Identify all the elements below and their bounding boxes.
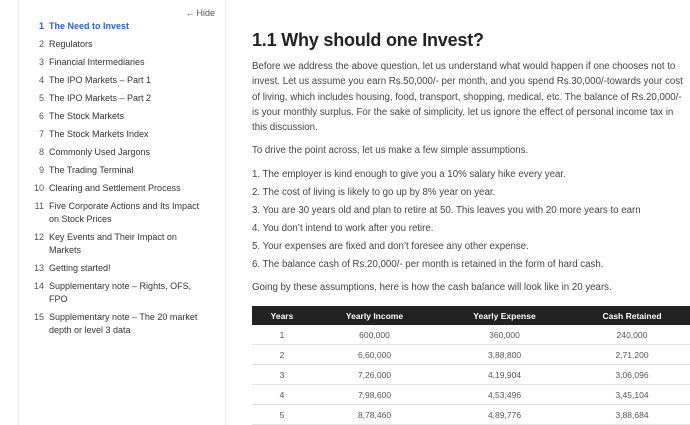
chapter-title: The IPO Markets – Part 2 — [49, 92, 152, 103]
table-cell: 3,88,684 — [572, 405, 690, 425]
table-cell: 3,06,096 — [572, 365, 690, 385]
chapter-number: 5 — [38, 92, 44, 103]
column-header: Yearly Income — [312, 306, 437, 325]
chapter-title: Five Corporate Actions and Its Impact on Stock Prices — [49, 200, 200, 224]
table-cell: 240,000 — [572, 325, 690, 345]
chapter-title: Supplementary note – The 20 market depth or level 3 data — [49, 311, 198, 335]
column-header: Cash Retained — [572, 306, 690, 325]
chapter-item-4[interactable] — [19, 71, 225, 89]
chapter-item-14[interactable] — [19, 277, 225, 308]
chapter-sidebar — [18, 0, 226, 425]
table-cell: 6,60,000 — [312, 345, 437, 365]
chapter-item-11[interactable] — [19, 197, 225, 228]
table-cell: 4 — [252, 385, 312, 405]
chapter-item-13[interactable] — [19, 259, 225, 277]
column-header: Years — [252, 306, 312, 325]
chapter-item-10[interactable] — [19, 179, 225, 197]
assumption-item: 1. The employer is kind enough to give you a 10% salary hike every year. — [252, 169, 566, 180]
table-row — [252, 365, 690, 385]
chapter-title: The Stock Markets — [49, 110, 125, 121]
table-cell: 2,71,200 — [572, 345, 690, 365]
chapter-number: 4 — [38, 74, 44, 85]
table-cell: 2 — [252, 345, 312, 365]
table-cell: 7,26,000 — [312, 365, 437, 385]
chapter-title: Supplementary note – Rights, OFS, FPO — [49, 280, 192, 304]
table-header-row — [252, 306, 690, 325]
column-header: Yearly Expense — [437, 306, 572, 325]
hide-label: Hide — [196, 8, 215, 18]
table-intro: Going by these assumptions, here is how the cash balance will look like in 20 years. — [252, 282, 612, 293]
table-row — [252, 385, 690, 405]
chapter-title: The Stock Markets Index — [49, 128, 149, 139]
assumption-item: 3. You are 30 years old and plan to retire at 50. This leaves you with 20 more years to earn — [252, 205, 641, 216]
chapter-item-3[interactable] — [19, 53, 225, 71]
chapter-number: 1 — [38, 20, 44, 31]
assumption-item: 4. You don’t intend to work after you retire. — [252, 223, 434, 234]
chapter-item-1[interactable] — [19, 17, 225, 35]
chapter-number: 8 — [38, 146, 44, 157]
table-cell: 1 — [252, 325, 312, 345]
chapter-list — [19, 17, 225, 339]
chapter-item-8[interactable] — [19, 143, 225, 161]
chapter-title: Getting started! — [49, 262, 111, 273]
chapter-number: 10 — [33, 182, 44, 193]
chapter-item-12[interactable] — [19, 228, 225, 259]
table-row — [252, 405, 690, 425]
chapter-title: The Need to Invest — [49, 20, 130, 31]
chapter-item-7[interactable] — [19, 125, 225, 143]
chapter-title: Regulators — [49, 38, 93, 49]
chapter-item-2[interactable] — [19, 35, 225, 53]
table-cell: 4,53,496 — [437, 385, 572, 405]
chapter-number: 9 — [38, 164, 44, 175]
chapter-title: Commonly Used Jargons — [49, 146, 151, 157]
table-row — [252, 345, 690, 365]
chapter-item-15[interactable] — [19, 308, 225, 339]
chapter-number: 3 — [38, 56, 44, 67]
chapter-title: The Trading Terminal — [49, 164, 134, 175]
table-cell: 360,000 — [437, 325, 572, 345]
assumptions-intro: To drive the point across, let us make a few simple assumptions. — [252, 145, 529, 156]
chapter-item-9[interactable] — [19, 161, 225, 179]
table-cell: 3,45,104 — [572, 385, 690, 405]
assumption-item: 6. The balance cash of Rs.20,000/- per month is retained in the form of hard cash. — [252, 259, 604, 270]
chapter-number: 2 — [38, 38, 44, 49]
table-cell: 5 — [252, 405, 312, 425]
assumption-item: 5. Your expenses are fixed and don’t foresee any other expense. — [252, 241, 529, 252]
chapter-title: Financial Intermediaries — [49, 56, 145, 67]
table-cell: 4,19,904 — [437, 365, 572, 385]
chapter-item-5[interactable] — [19, 89, 225, 107]
table-cell: 8,78,460 — [312, 405, 437, 425]
chapter-number: 7 — [38, 128, 44, 139]
chapter-number: 13 — [33, 262, 44, 273]
arrow-left-icon: ← — [185, 8, 195, 18]
chapter-title: The IPO Markets – Part 1 — [49, 74, 152, 85]
chapter-number: 11 — [34, 200, 44, 211]
table-row — [252, 325, 690, 345]
page-title: 1.1 Why should one Invest? — [252, 30, 484, 50]
chapter-number: 12 — [33, 231, 44, 242]
chapter-item-6[interactable] — [19, 107, 225, 125]
table-cell: 7,98,600 — [312, 385, 437, 405]
chapter-number: 14 — [33, 280, 44, 291]
table-cell: 600,000 — [312, 325, 437, 345]
chapter-title: Key Events and Their Impact on Markets — [49, 231, 177, 255]
chapter-number: 15 — [33, 311, 44, 322]
assumption-item: 2. The cost of living is likely to go up by 8% year on year. — [252, 187, 496, 198]
assumptions-list — [252, 166, 641, 274]
table-cell: 4,89,776 — [437, 405, 572, 425]
table-cell: 3 — [252, 365, 312, 385]
cash-balance-table — [252, 306, 690, 425]
chapter-title: Clearing and Settlement Process — [49, 182, 181, 193]
table-cell: 3,88,800 — [437, 345, 572, 365]
chapter-number: 6 — [38, 110, 44, 121]
intro-paragraph: Before we address the above question, let us understand what would happen if one chooses not to invest. Let us assume you earn Rs.50,000/- per month, and you spend Rs.30,000/-towards your cost of living, which includes housing, food, transport, shopping, medical, etc. The balance of Rs.20,000/- is your monthly surplus. For the sake of simplicity, let us ignore the effect of personal income tax in this discussion. — [252, 61, 683, 134]
